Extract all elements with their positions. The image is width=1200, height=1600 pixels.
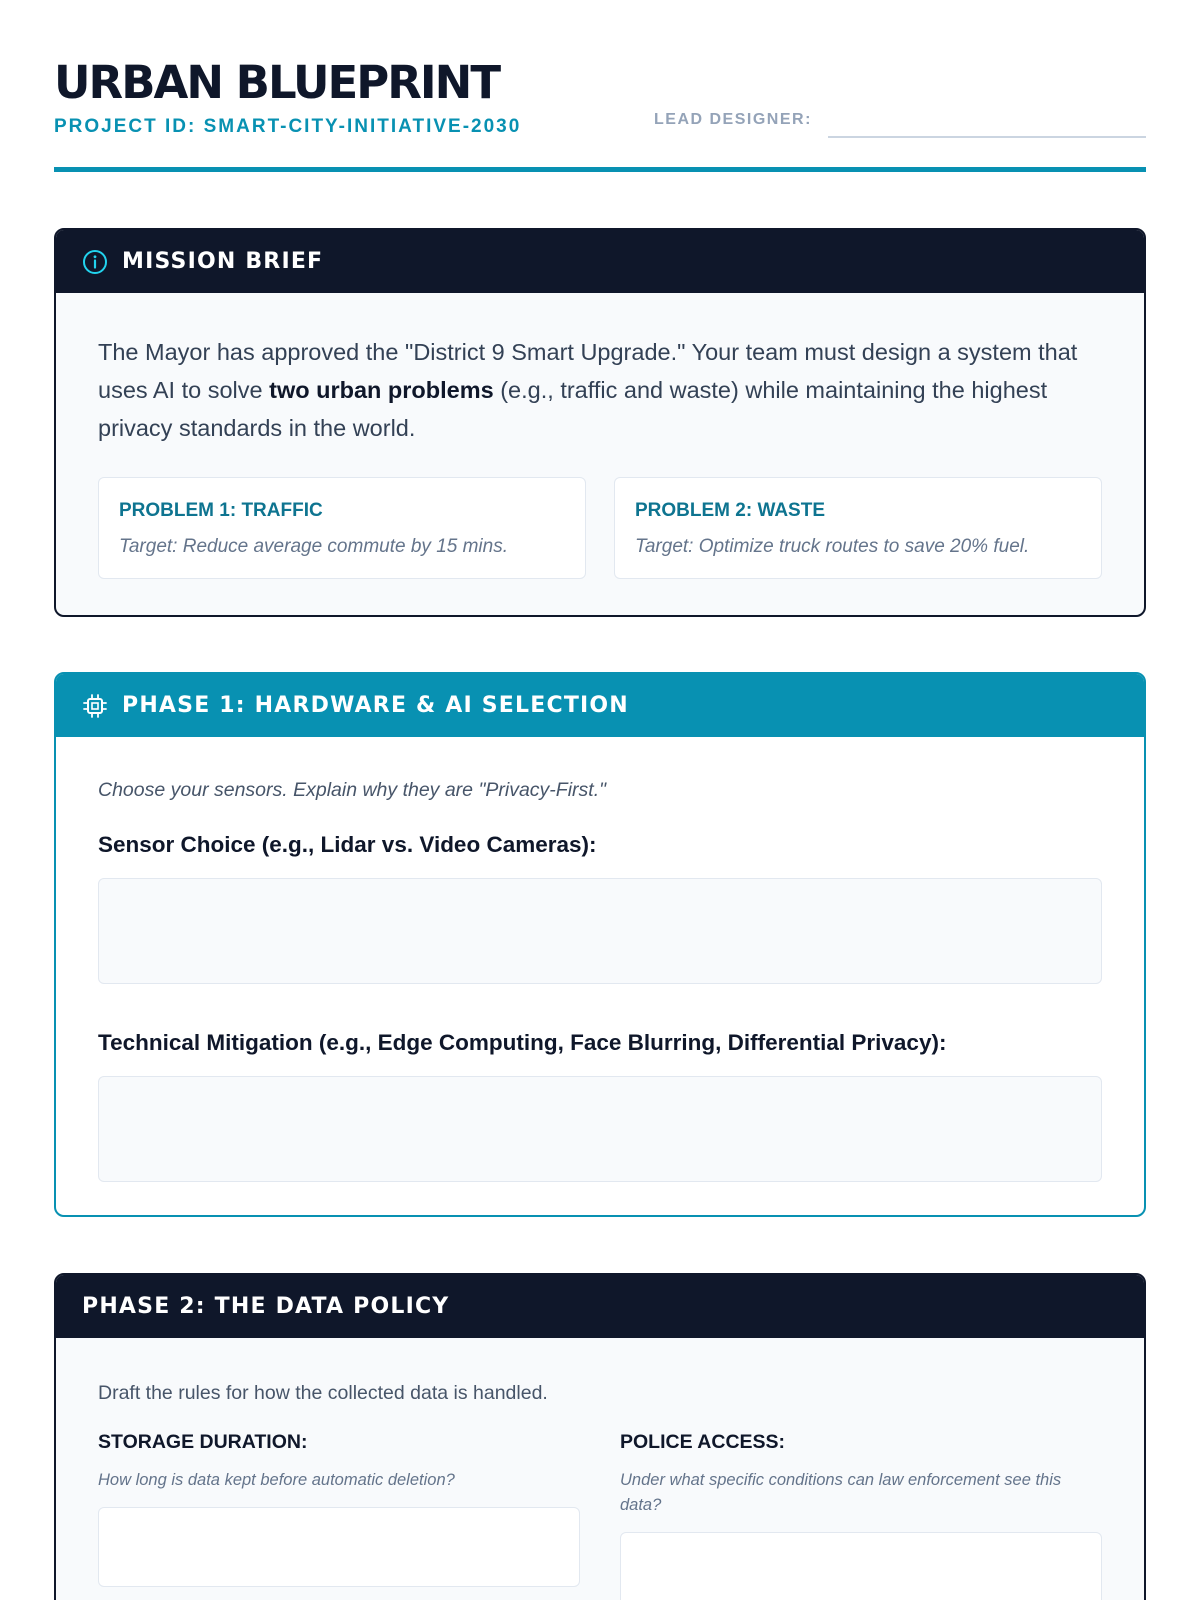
phase-1-card <box>54 672 1146 1217</box>
mission-brief-heading: MISSION BRIEF <box>122 249 324 274</box>
problem-target: Target: Optimize truck routes to save 20% fuel. <box>635 536 1030 557</box>
lead-designer-label: LEAD DESIGNER: <box>654 111 812 128</box>
mission-text-emphasis: two urban problems <box>269 377 494 403</box>
problem-title: PROBLEM 1: TRAFFIC <box>119 500 323 521</box>
police-access-label: POLICE ACCESS: <box>620 1431 786 1453</box>
lead-designer-field[interactable] <box>828 110 1146 138</box>
sensor-choice-label: Sensor Choice (e.g., Lidar vs. Video Cameras): <box>98 832 597 857</box>
storage-duration-label: STORAGE DURATION: <box>98 1431 308 1453</box>
project-id: PROJECT ID: SMART-CITY-INITIATIVE-2030 <box>54 116 522 137</box>
phase-2-card <box>54 1273 1146 1600</box>
problem-target: Target: Reduce average commute by 15 mins. <box>119 536 508 557</box>
storage-duration-field[interactable] <box>98 1507 580 1587</box>
mission-text-part: The Mayor has approved the "District 9 Smart Upgrade." Your team must design a system that uses AI to solve <box>98 339 1078 403</box>
police-access-field[interactable] <box>620 1532 1102 1600</box>
problem-card-waste <box>614 477 1102 579</box>
storage-duration-hint: How long is data kept before automatic deletion? <box>98 1471 455 1489</box>
police-access-hint: Under what specific conditions can law enforcement see this data? <box>620 1471 1062 1514</box>
phase-1-header <box>56 674 1144 737</box>
phase-2-heading: PHASE 2: THE DATA POLICY <box>82 1294 450 1319</box>
page-title: URBAN BLUEPRINT <box>54 56 500 109</box>
problem-title: PROBLEM 2: WASTE <box>635 500 826 521</box>
chip-icon <box>82 693 108 719</box>
problem-card-traffic <box>98 477 586 579</box>
policy-columns <box>98 1431 1102 1600</box>
phase-2-header <box>56 1275 1144 1338</box>
page-header <box>54 0 1146 172</box>
mission-brief-header <box>56 230 1144 293</box>
phase-2-intro: Draft the rules for how the collected data is handled. <box>98 1382 548 1404</box>
storage-duration-section <box>98 1431 580 1600</box>
mission-description <box>98 293 1102 447</box>
problem-list <box>98 477 1102 579</box>
technical-mitigation-field[interactable] <box>98 1076 1102 1182</box>
technical-mitigation-label: Technical Mitigation (e.g., Edge Computing, Face Blurring, Differential Privacy): <box>98 1030 947 1055</box>
police-access-section <box>620 1431 1102 1600</box>
phase-1-heading: PHASE 1: HARDWARE & AI SELECTION <box>122 693 629 718</box>
info-icon <box>82 249 108 275</box>
mission-brief-card <box>54 228 1146 617</box>
mission-text-part: (e.g., traffic and waste) while maintaining the highest privacy standards in the world. <box>98 377 1048 441</box>
sensor-choice-field[interactable] <box>98 878 1102 984</box>
phase-1-instruction: Choose your sensors. Explain why they are "Privacy-First." <box>98 779 607 801</box>
